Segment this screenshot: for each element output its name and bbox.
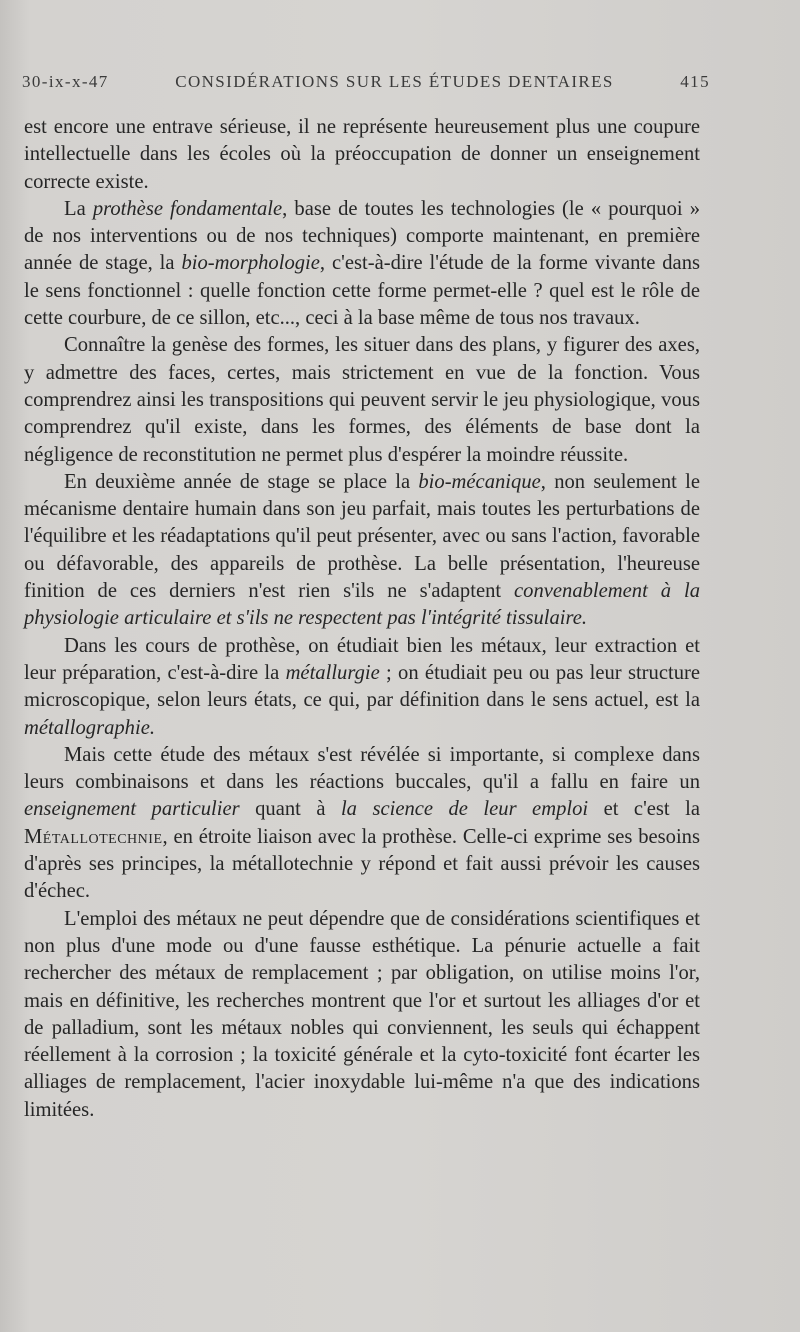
paragraph-7: [24, 906, 700, 1124]
text-run: , en étroite liaison avec la prothèse. Celle-ci exprime ses besoins d'après ses principes, la métallotechnie y répond et fait aussi prévoir les causes d'échec.: [24, 825, 700, 903]
italic-run: prothèse fondamentale: [92, 197, 283, 220]
text-run: L'emploi des métaux ne peut dépendre que de considérations scientifiques et non plus d'une mode ou d'une fausse esthétique. La pénurie actuelle a fait rechercher des métaux de remplacement ; par obligation, on utilise moins l'or, mais en définitive, les recherches montrent que l'or et surtout les alliages d'or et de palladium, sont les métaux nobles qui conviennent, les seuls qui échappent réellement à la corrosion ; la toxicité générale et la cyto-toxicité font écarter les alliages de remplacement, l'acier inoxydable lui-même n'a que des indications limitées.: [24, 907, 700, 1121]
paragraph-4: [24, 469, 700, 633]
text-run: Mais cette étude des métaux s'est révélée si importante, si complexe dans leurs combinaisons et dans les réactions buccales, qu'il a fallu en faire un: [24, 743, 700, 794]
text-run: En deuxième année de stage se place la: [64, 470, 419, 493]
italic-run: métallographie.: [24, 716, 155, 739]
italic-run: enseignement particulier: [24, 798, 240, 821]
paragraph-1: [24, 114, 700, 196]
text-run: , non seulement le mécanisme dentaire humain dans son jeu parfait, mais toutes les perturbations de l'équilibre et les réadaptations qu'il peut présenter, avec ou sans l'action, favorable ou défavorable, des appareils de prothèse. La belle présentation, l'heureuse finition de ces derniers n'est rien s'ils ne s'adaptent: [24, 470, 700, 603]
paragraph-3: [24, 332, 700, 468]
body-text: [24, 114, 700, 1124]
text-run: quant à: [239, 798, 341, 821]
paragraph-6: [24, 742, 700, 906]
page-number: 415: [680, 72, 710, 91]
header-date: 30-ix-x-47: [22, 72, 109, 91]
header-title: CONSIDÉRATIONS SUR LES ÉTUDES DENTAIRES: [175, 72, 614, 91]
paragraph-2: [24, 196, 700, 332]
paragraph-5: [24, 633, 700, 742]
italic-run: métallurgie: [285, 661, 380, 684]
text-run: La: [64, 197, 93, 220]
italic-run: bio-morphologie: [181, 252, 320, 275]
text-run: et c'est la: [588, 798, 700, 821]
italic-run: bio-mécanique: [418, 470, 541, 493]
text-run: , base de toutes les technologies (le « pourquoi » de nos interventions ou de nos techniques) comporte maintenant, en première année de stage, la: [24, 197, 701, 275]
italic-run: convenablement à la physiologie articulaire et s'ils ne respectent pas l'intégrité tissulaire.: [24, 580, 700, 630]
smallcaps-run: Métallotechnie: [24, 825, 163, 848]
text-run: ; on étudiait peu ou pas leur structure microscopique, selon leurs états, ce qui, par définition dans le sens actuel, est la: [24, 661, 700, 712]
text-run: est encore une entrave sérieuse, il ne représente heureusement plus une coupure intellectuelle dans les écoles où la préoccupation de donner un enseignement correcte existe.: [24, 116, 700, 193]
running-header: [22, 72, 710, 92]
text-run: , c'est-à-dire l'étude de la forme vivante dans le sens fonctionnel : quelle fonction cette forme permet-elle ? quel est le rôle de cette courbure, de ce sillon, etc..., ceci à la base même de tous nos travaux.: [24, 252, 701, 330]
text-run: Dans les cours de prothèse, on étudiait bien les métaux, leur extraction et leur préparation, c'est-à-dire la: [24, 634, 700, 684]
text-run: Connaître la genèse des formes, les situer dans des plans, y figurer des axes, y admettre des faces, certes, mais strictement en vue de la fonction. Vous comprendrez ainsi les transpositions qui peuvent servir le jeu physiologique, vous comprendrez qu'il existe, dans les formes, des éléments de base dont la négligence de reconstitution ne permet plus d'espérer la moindre réussite.: [24, 334, 700, 466]
italic-run: la science de leur emploi: [340, 798, 589, 821]
